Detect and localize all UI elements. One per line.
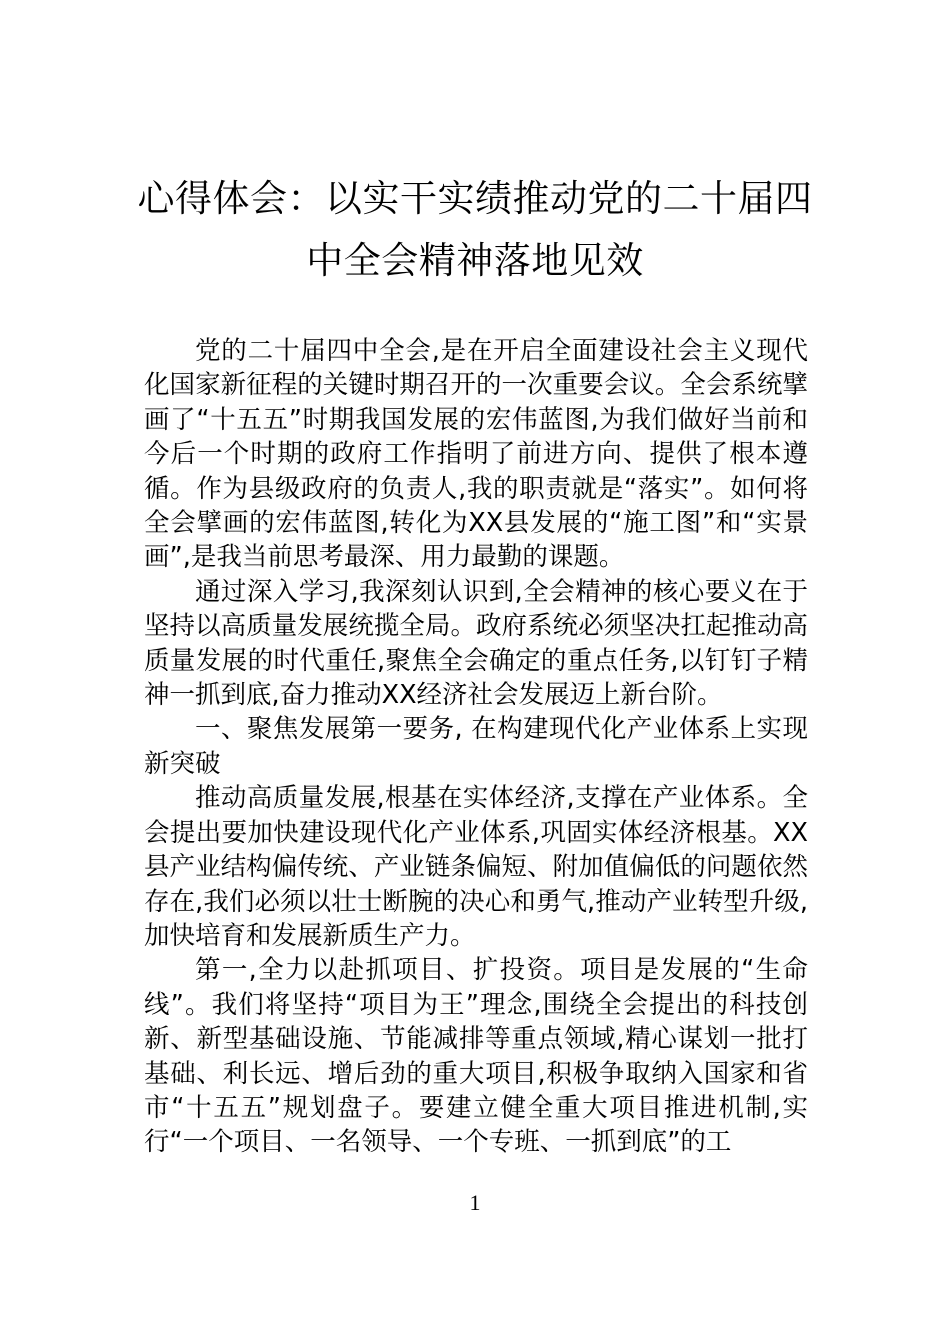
document-title <box>100 168 850 292</box>
paragraph-core-meaning: 通过深入学习,我深刻认识到,全会精神的核心要义在于坚持以高质量发展统揽全局。政府系统必须坚决扛起推动高质量发展的时代重任,聚焦全会确定的重点任务,以钉钉子精神一抓到底,奋力推动XX经济社会发展迈上新台阶。 <box>144 576 808 711</box>
paragraph-industry: 推动高质量发展,根基在实体经济,支撑在产业体系。全会提出要加快建设现代化产业体系,巩固实体经济根基。XX县产业结构偏传统、产业链条偏短、附加值偏低的问题依然存在,我们必须以壮士断腕的决心和勇气,推动产业转型升级,加快培育和发展新质生产力。 <box>144 783 808 951</box>
title-line-1: 心得体会：以实干实绩推动党的二十届四 <box>137 177 813 220</box>
section-heading-1: 一、聚焦发展第一要务, 在构建现代化产业体系上实现新突破 <box>144 714 808 779</box>
paragraph-projects: 第一,全力以赴抓项目、扩投资。项目是发展的“生命线”。我们将坚持“项目为王”理念,围绕全会提出的科技创新、新型基础设施、节能减排等重点领域,精心谋划一批打基础、利长远、增后劲的重大项目,积极争取纳入国家和省市“十五五”规划盘子。要建立健全重大项目推进机制,实行“一个项目、一名领导、一个专班、一抓到底”的工 <box>144 955 808 1158</box>
paragraph-intro: 党的二十届四中全会,是在开启全面建设社会主义现代化国家新征程的关键时期召开的一次重要会议。全会系统擘画了“十五五”时期我国发展的宏伟蓝图,为我们做好当前和今后一个时期的政府工作指明了前进方向、提供了根本遵循。作为县级政府的负责人,我的职责就是“落实”。如何将全会擘画的宏伟蓝图,转化为XX县发展的“施工图”和“实景画”,是我当前思考最深、用力最勤的课题。 <box>144 336 808 573</box>
document-body <box>144 334 808 1160</box>
page-number: 1 <box>469 1190 481 1215</box>
title-line-2: 中全会精神落地见效 <box>306 239 644 282</box>
